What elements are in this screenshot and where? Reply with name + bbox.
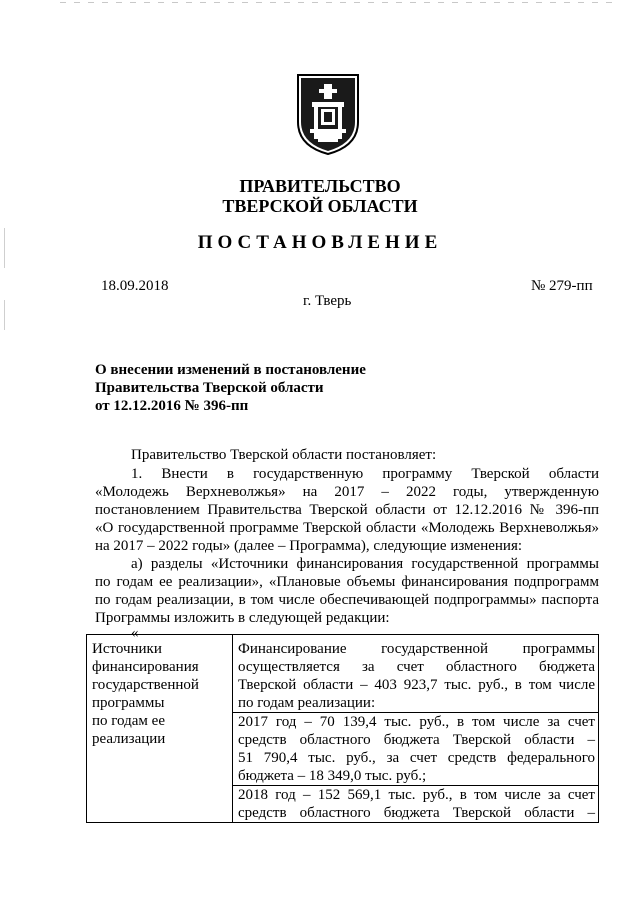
table-cell-line: финансирования — [92, 659, 199, 675]
paragraph-1-line: «О государственной программе Тверской области «Молодежь Верхневолжья» — [95, 520, 599, 536]
government-name-line2: ТВЕРСКОЙ ОБЛАСТИ — [222, 196, 418, 216]
table-row — [87, 635, 599, 823]
table-cell-line: реализации — [92, 731, 166, 747]
table-cell-line: Источники — [92, 641, 162, 657]
table-cell-line: государственной — [92, 677, 199, 693]
funding-sources-value-cell — [233, 635, 599, 823]
table-cell-line: 51 790,4 тыс. руб., за счет средств федерального — [238, 750, 595, 766]
tver-coat-of-arms-emblem — [295, 72, 361, 156]
document-number: № 279-пп — [531, 278, 593, 294]
table-cell-line: программы — [92, 695, 165, 711]
scan-edge-mark — [4, 300, 5, 330]
government-name-line1: ПРАВИТЕЛЬСТВО — [239, 176, 401, 196]
table-cell-line: 2017 год – 70 139,4 тыс. руб., в том числе за счет — [233, 712, 598, 731]
funding-sources-label-cell — [87, 635, 233, 823]
paragraph-1-line: «Молодежь Верхневолжья» на 2017 – 2022 годы, утвержденную — [95, 484, 599, 500]
subject-line: Правительства Тверской области — [95, 380, 324, 396]
paragraph-a-line: Программы изложить в следующей редакции: — [95, 610, 390, 626]
paragraph-1-line: на 2017 – 2022 годы» (далее – Программа), следующие изменения: — [95, 538, 523, 554]
table-cell-line: средств областного бюджета Тверской области – — [238, 732, 595, 748]
document-type-title: ПОСТАНОВЛЕНИЕ — [197, 232, 443, 253]
paragraph-a-line: по годам ее реализации», «Плановые объемы финансирования подпрограмм — [95, 574, 599, 590]
table-cell-line: Тверской области – 403 923,7 тыс. руб., в том числе — [238, 677, 595, 693]
table-cell-line: 2018 год – 152 569,1 тыс. руб., в том числе за счет — [233, 785, 598, 804]
resolution-intro: Правительство Тверской области постановляет: — [131, 447, 437, 463]
document-date: 18.09.2018 — [101, 278, 169, 294]
paragraph-1-line: постановлением Правительства Тверской области от 12.12.2016 № 396-пп — [95, 502, 599, 518]
table-cell-line: Финансирование государственной программы — [238, 641, 595, 657]
passport-funding-table — [86, 634, 599, 823]
table-cell-line: бюджета – 18 349,0 тыс. руб.; — [238, 768, 427, 784]
scan-artifact — [60, 2, 620, 3]
quote-open-mark: « — [131, 625, 139, 641]
table-cell-line: по годам ее — [92, 713, 165, 729]
table-cell-line: по годам реализации: — [238, 695, 376, 711]
subject-line: от 12.12.2016 № 396-пп — [95, 398, 249, 414]
paragraph-a-line: по годам реализации, в том числе обеспечивающей подпрограммы» паспорта — [95, 592, 599, 608]
subject-line: О внесении изменений в постановление — [95, 362, 366, 378]
paragraph-1-line: 1. Внести в государственную программу Тверской области — [131, 466, 599, 482]
document-city: г. Тверь — [303, 293, 352, 309]
paragraph-a-line: а) разделы «Источники финансирования государственной программы — [131, 556, 599, 572]
table-cell-line: средств областного бюджета Тверской области – — [238, 805, 595, 821]
table-cell-line: осуществляется за счет областного бюджета — [238, 659, 595, 675]
